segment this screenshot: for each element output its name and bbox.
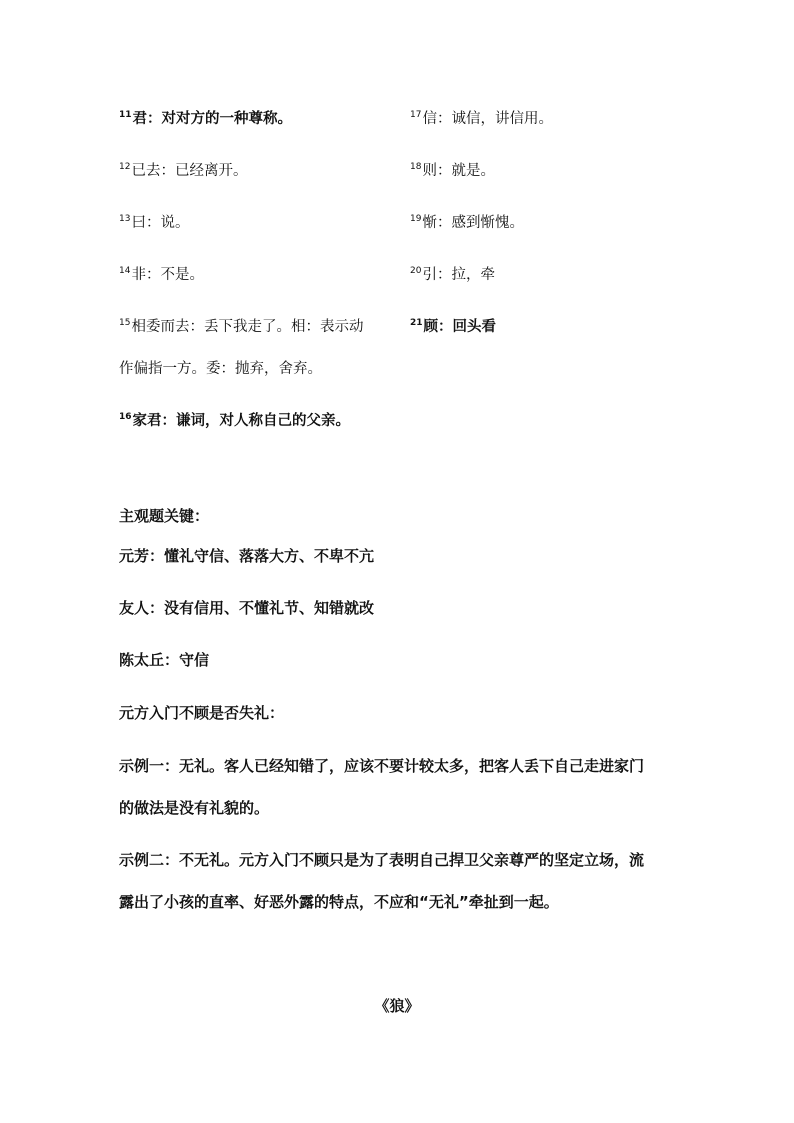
note-18 [410,161,495,181]
key-point-chen: 陈太丘：守信 [119,651,210,669]
example-one-line-1: 示例一：无礼。客人已经知错了，应该不要计较太多，把客人丢下自己走进家门 [119,757,645,775]
note-text: 引：拉，牵 [422,267,495,283]
note-number: 14 [119,266,131,277]
note-number: 15 [119,318,131,329]
note-15 [119,317,363,337]
note-text: 曰：说。 [131,215,190,231]
note-text: 相委而去：丢下我走了。相：表示动 [131,319,364,335]
note-11 [119,109,292,129]
note-number: 18 [410,162,422,173]
key-points-heading: 主观题关键： [119,507,210,525]
note-number: 17 [410,110,422,121]
note-text: 君：对对方的一种尊称。 [132,111,293,127]
note-number: 16 [119,412,132,423]
note-text: 非：不是。 [131,267,204,283]
note-number: 19 [410,214,422,225]
example-two-line-2: 露出了小孩的直率、好恶外露的特点，不应和“无礼”牵扯到一起。 [119,893,559,911]
example-one-line-2: 的做法是没有礼貌的。 [119,799,270,817]
note-19 [410,213,524,233]
note-text: 则：就是。 [422,163,495,179]
next-section-title: 《狼》 [374,997,420,1015]
example-two-line-1: 示例二：不无礼。元方入门不顾只是为了表明自己捍卫父亲尊严的坚定立场，流 [119,851,645,869]
note-number: 20 [410,266,422,277]
note-text: 作偏指一方。委：抛弃，舍弃。 [119,361,322,377]
note-16 [119,411,350,431]
note-number: 12 [119,162,131,173]
note-13 [119,213,189,233]
note-text: 已去：已经离开。 [131,163,248,179]
note-text: 家君：谦词，对人称自己的父亲。 [132,413,351,429]
key-question: 元方入门不顾是否失礼： [119,704,285,722]
note-20 [410,265,495,285]
note-number: 21 [410,318,423,329]
key-point-yuanfang: 元芳：懂礼守信、落落大方、不卑不亢 [119,547,375,565]
note-17 [410,109,553,129]
note-text: 惭：感到惭愧。 [422,215,524,231]
note-text: 信：诚信，讲信用。 [422,111,553,127]
note-15-continued [119,359,322,379]
note-12 [119,161,247,181]
note-text: 顾：回头看 [423,319,497,335]
note-21 [410,317,496,337]
key-point-friend: 友人：没有信用、不懂礼节、知错就改 [119,599,375,617]
note-14 [119,265,204,285]
note-number: 13 [119,214,131,225]
note-number: 11 [119,110,132,121]
